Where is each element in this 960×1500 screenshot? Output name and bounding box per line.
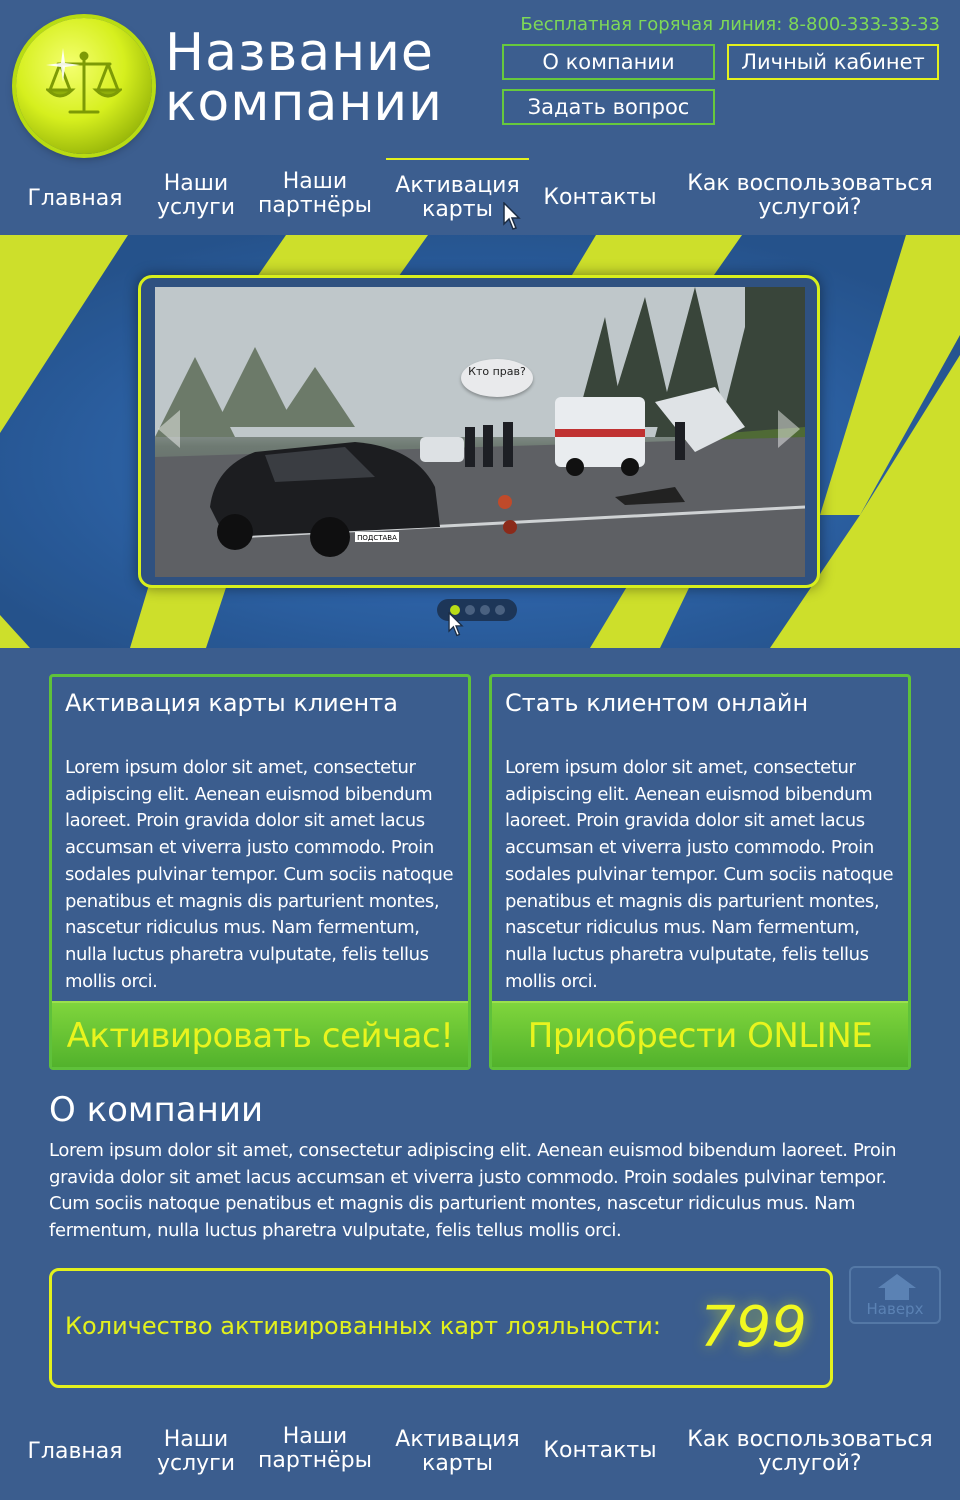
chevron-left-icon[interactable] — [158, 410, 180, 448]
card-text: Lorem ipsum dolor sit amet, consectetur adipiscing elit. Aenean euismod bibendum laoreet. Proin gravida dolor sit amet lacus accumsan et viverra justo commodo. Proin sodales pulvinar tempor. Cum sociis natoque penatibus et magnis dis parturient montes, nascetur ridiculus mus. Nam fermentum, nulla luctus pharetra vulputate, felis tellus mollis orci. — [65, 757, 454, 992]
header — [0, 0, 960, 235]
nav-item-services[interactable]: Наши услуги — [156, 171, 236, 220]
ask-question-button[interactable]: Задать вопрос — [502, 89, 715, 125]
about-text: Lorem ipsum dolor sit amet, consectetur adipiscing elit. Aenean euismod bibendum laoreet. Proin gravida dolor sit amet lacus accumsan et viverra justo commodo. Proin sodales pulvinar tempor. Cum sociis natoque penatibus et magnis dis parturient montes, nascetur ridiculus mus. Nam fermentum, nulla luctus pharetra vulputate, felis tellus mollis orci. — [49, 1140, 897, 1242]
footer-nav-item-how-to-use[interactable]: Как воспользоваться услугой? — [687, 1427, 933, 1476]
card-title: Стать клиентом онлайн — [505, 689, 809, 717]
loyalty-counter — [49, 1268, 833, 1388]
personal-account-button[interactable]: Личный кабинет — [727, 44, 939, 80]
footer-nav-item-card-activation[interactable]: Активация карты — [395, 1427, 520, 1476]
footer-nav-item-home[interactable]: Главная — [27, 1439, 123, 1464]
footer-nav — [0, 1412, 960, 1500]
mouse-cursor-icon — [448, 612, 464, 638]
card-activation — [49, 674, 471, 1070]
counter-value: 799 — [700, 1295, 807, 1360]
main-nav — [0, 158, 960, 234]
mouse-cursor-icon — [503, 202, 521, 232]
card-become-client — [489, 674, 911, 1070]
buy-online-button[interactable]: Приобрести ONLINE — [492, 1001, 908, 1067]
card-title: Активация карты клиента — [65, 689, 398, 717]
footer-nav-item-services[interactable]: Наши услуги — [156, 1427, 236, 1476]
nav-item-contacts[interactable]: Контакты — [543, 185, 657, 210]
footer-nav-item-partners[interactable]: Наши партнёры — [258, 1424, 372, 1473]
nav-item-card-activation[interactable]: Активация карты — [386, 158, 529, 222]
plate-text: ПОДСТАВА — [357, 534, 397, 542]
nav-item-home[interactable]: Главная — [27, 186, 123, 211]
counter-label: Количество активированных карт лояльности: — [65, 1312, 661, 1340]
back-to-top-label: Наверх — [866, 1300, 924, 1318]
slider-dot[interactable] — [480, 605, 490, 615]
about-company-button[interactable]: О компании — [502, 44, 715, 80]
about-title: О компании — [49, 1090, 264, 1130]
card-text: Lorem ipsum dolor sit amet, consectetur adipiscing elit. Aenean euismod bibendum laoreet. Proin gravida dolor sit amet lacus accumsan et viverra justo commodo. Proin sodales pulvinar tempor. Cum sociis natoque penatibus et magnis dis parturient montes, nascetur ridiculus mus. Nam fermentum, nulla luctus pharetra vulputate, felis tellus mollis orci. — [505, 757, 894, 992]
chevron-right-icon[interactable] — [778, 410, 800, 448]
hero-banner — [0, 235, 960, 648]
hotline-text: Бесплатная горячая линия: 8-800-333-33-33 — [520, 14, 940, 35]
activate-now-button[interactable]: Активировать сейчас! — [52, 1001, 468, 1067]
house-up-icon — [878, 1274, 916, 1300]
slider-dot[interactable] — [495, 605, 505, 615]
sparkle-icon — [46, 48, 80, 82]
slide-image — [155, 287, 805, 577]
company-name: Название компании — [165, 23, 443, 133]
nav-item-how-to-use[interactable]: Как воспользоваться услугой? — [687, 171, 933, 220]
speech-bubble: Кто прав? — [461, 359, 533, 397]
nav-item-partners[interactable]: Наши партнёры — [258, 169, 372, 218]
slider-dot[interactable] — [465, 605, 475, 615]
logo[interactable] — [16, 18, 152, 154]
back-to-top-button[interactable] — [849, 1266, 941, 1324]
image-slider — [138, 275, 820, 588]
footer-nav-item-contacts[interactable]: Контакты — [543, 1438, 657, 1463]
